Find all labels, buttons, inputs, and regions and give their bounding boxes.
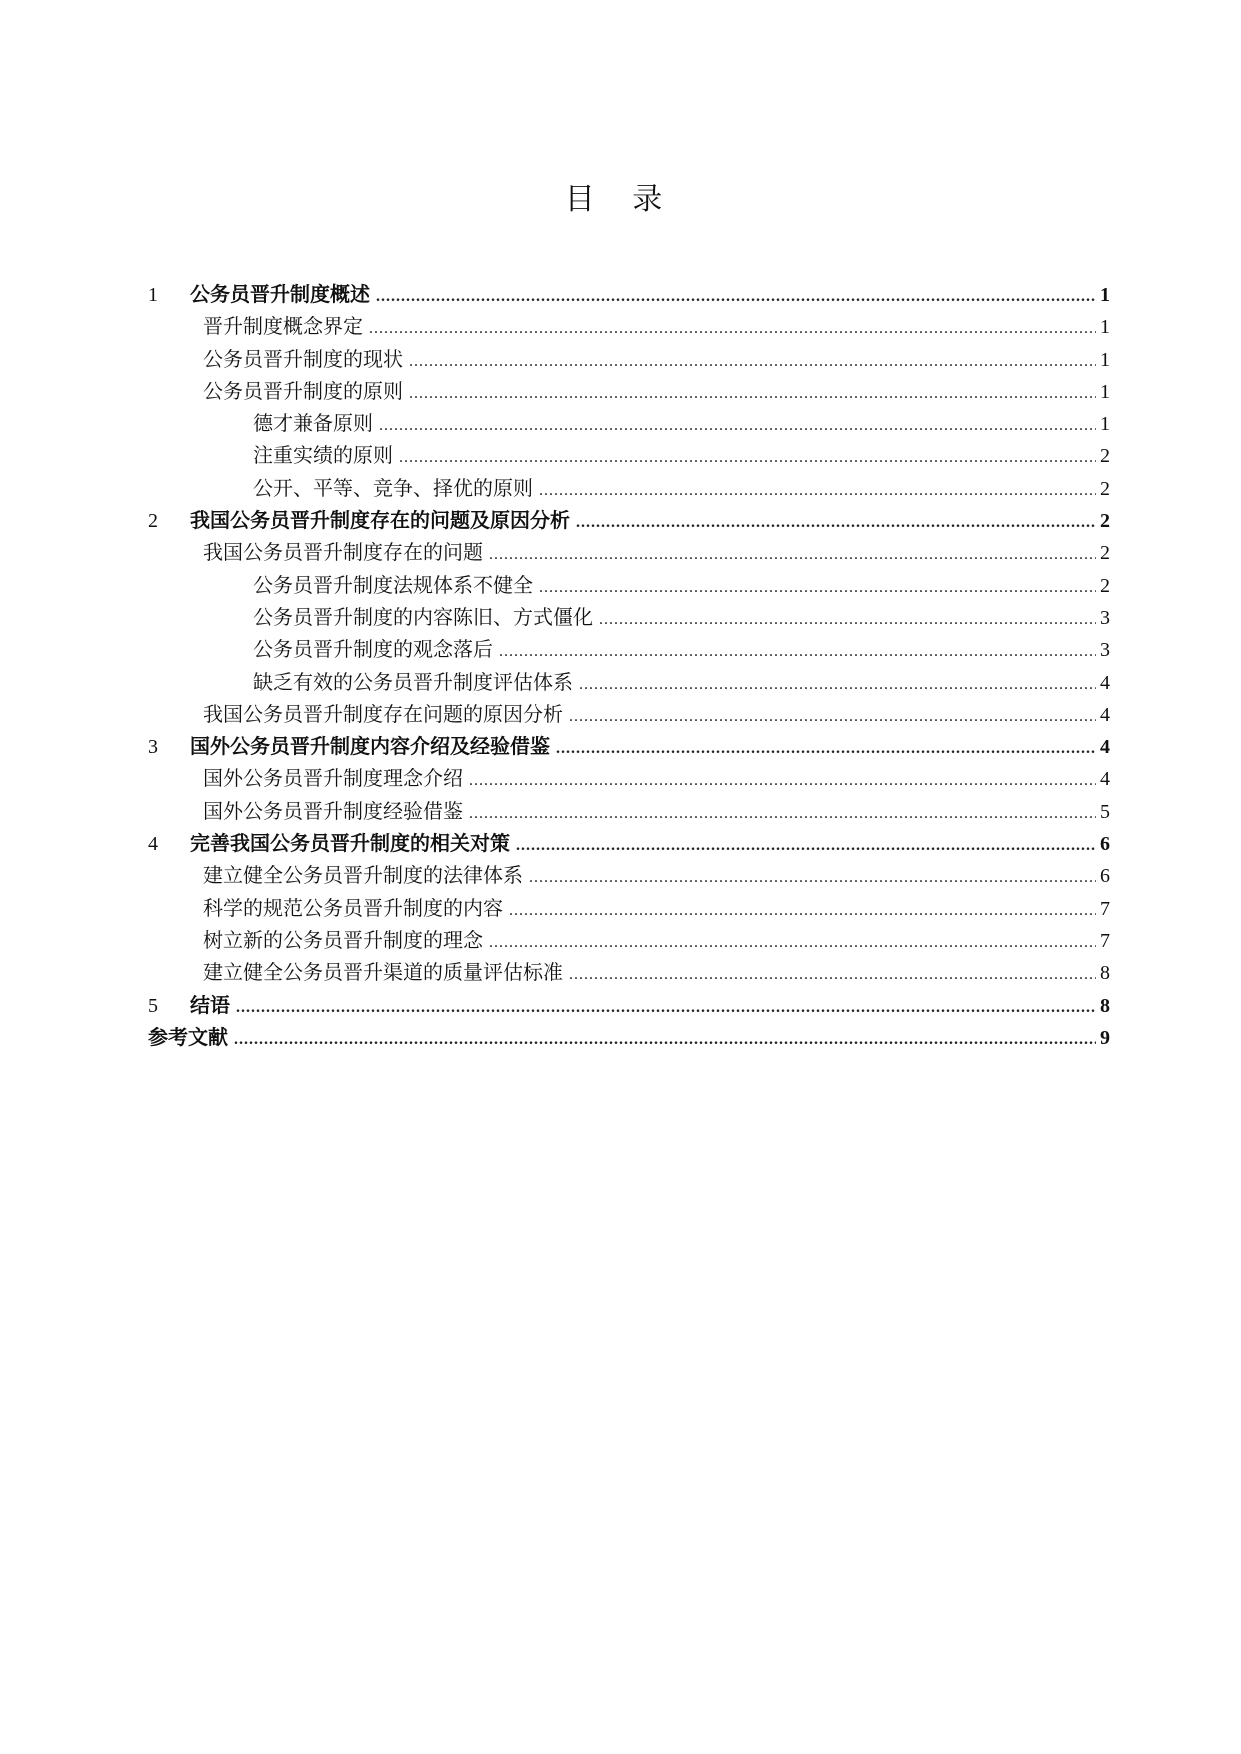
toc-title: 我国公务员晋升制度存在问题的原因分析 xyxy=(203,701,563,726)
toc-dot-leader xyxy=(489,927,1096,959)
toc-title: 公务员晋升制度的现状 xyxy=(203,346,403,371)
toc-title: 国外公务员晋升制度内容介绍及经验借鉴 xyxy=(190,734,550,759)
toc-dot-leader xyxy=(376,281,1096,313)
toc-page-number: 1 xyxy=(1100,380,1110,403)
toc-title: 国外公务员晋升制度理念介绍 xyxy=(203,766,463,791)
toc-page-number: 2 xyxy=(1100,542,1110,565)
toc-dot-leader xyxy=(369,313,1096,345)
toc-dot-leader xyxy=(469,798,1096,830)
toc-dot-leader xyxy=(409,346,1096,378)
toc-entry-chapter[interactable] xyxy=(148,989,1110,1021)
toc-number: 5 xyxy=(148,994,158,1017)
toc-page-number: 3 xyxy=(1100,606,1110,629)
toc-page-number: 7 xyxy=(1100,897,1110,920)
toc-entry-section[interactable] xyxy=(148,343,1110,375)
toc-dot-leader xyxy=(576,507,1096,539)
toc-dot-leader xyxy=(499,636,1096,668)
toc-entry-section[interactable] xyxy=(148,762,1110,794)
toc-page-number: 5 xyxy=(1100,800,1110,823)
toc-page-number: 6 xyxy=(1100,833,1110,856)
toc-entry-subsection[interactable] xyxy=(148,439,1110,471)
toc-dot-leader xyxy=(599,604,1096,636)
toc-number: 3 xyxy=(148,736,158,759)
toc-dot-leader xyxy=(236,992,1096,1024)
toc-title: 晋升制度概念界定 xyxy=(203,314,363,339)
toc-page-number: 1 xyxy=(1100,348,1110,371)
toc-title: 建立健全公务员晋升制度的法律体系 xyxy=(203,863,523,888)
toc-title: 国外公务员晋升制度经验借鉴 xyxy=(203,798,463,823)
toc-title: 我国公务员晋升制度存在的问题及原因分析 xyxy=(190,508,570,533)
toc-page-number: 3 xyxy=(1100,639,1110,662)
toc-entry-section[interactable] xyxy=(148,310,1110,342)
toc-page-number: 4 xyxy=(1100,768,1110,791)
toc-title: 公务员晋升制度概述 xyxy=(190,282,370,306)
toc-entry-chapter[interactable] xyxy=(148,827,1110,859)
toc-dot-leader xyxy=(579,669,1096,701)
toc-entry-section[interactable] xyxy=(148,698,1110,730)
toc-entry-section[interactable] xyxy=(148,859,1110,891)
toc-number: 1 xyxy=(148,284,158,306)
toc-page-number: 2 xyxy=(1100,477,1110,500)
toc-dot-leader xyxy=(379,410,1096,442)
toc-title: 结语 xyxy=(190,992,230,1017)
toc-dot-leader xyxy=(469,765,1096,797)
toc-entry-section[interactable] xyxy=(148,375,1110,407)
toc-page-number: 7 xyxy=(1100,929,1110,952)
toc-dot-leader xyxy=(539,572,1096,604)
toc-page-number: 1 xyxy=(1100,284,1110,306)
toc-dot-leader xyxy=(539,475,1096,507)
toc-page-number: 4 xyxy=(1100,736,1110,759)
toc-entry-subsection[interactable] xyxy=(148,666,1110,698)
toc-title: 公务员晋升制度法规体系不健全 xyxy=(253,572,533,597)
toc-dot-leader xyxy=(556,733,1096,765)
toc-dot-leader xyxy=(516,830,1096,862)
toc-entry-chapter[interactable] xyxy=(148,730,1110,762)
toc-title: 公务员晋升制度的观念落后 xyxy=(253,637,493,662)
toc-entry-section[interactable] xyxy=(148,956,1110,988)
toc-page-number: 2 xyxy=(1100,574,1110,597)
toc-dot-leader xyxy=(234,1024,1096,1056)
toc-entry-section[interactable] xyxy=(148,924,1110,956)
toc-title: 注重实绩的原则 xyxy=(253,443,393,468)
toc-page-number: 8 xyxy=(1100,994,1110,1017)
toc-page-number: 6 xyxy=(1100,865,1110,888)
toc-entry-section[interactable] xyxy=(148,795,1110,827)
toc-title: 德才兼备原则 xyxy=(253,411,373,436)
toc-entry-references[interactable] xyxy=(148,1021,1110,1053)
toc-number: 2 xyxy=(148,510,158,533)
toc-title: 参考文献 xyxy=(148,1024,228,1049)
toc-dot-leader xyxy=(399,442,1096,474)
toc-title: 公开、平等、竞争、择优的原则 xyxy=(253,475,533,500)
toc-page-number: 2 xyxy=(1100,510,1110,533)
toc-page-number: 4 xyxy=(1100,703,1110,726)
page-title: 目 录 xyxy=(564,182,677,218)
toc-dot-leader xyxy=(569,959,1096,991)
toc-page-number: 8 xyxy=(1100,962,1110,985)
toc-page-number: 2 xyxy=(1100,445,1110,468)
toc-page-number: 1 xyxy=(1100,413,1110,436)
toc-entry-section[interactable] xyxy=(148,536,1110,568)
toc-dot-leader xyxy=(489,539,1096,571)
toc-dot-leader xyxy=(409,378,1096,410)
toc-title: 完善我国公务员晋升制度的相关对策 xyxy=(190,831,510,856)
toc-dot-leader xyxy=(509,895,1096,927)
toc-dot-leader xyxy=(569,701,1096,733)
table-of-contents xyxy=(148,278,1110,1053)
toc-entry-subsection[interactable] xyxy=(148,569,1110,601)
toc-entry-chapter[interactable] xyxy=(148,504,1110,536)
toc-page-number: 1 xyxy=(1100,316,1110,339)
toc-entry-subsection[interactable] xyxy=(148,601,1110,633)
toc-title: 建立健全公务员晋升渠道的质量评估标准 xyxy=(203,960,563,985)
toc-page-number: 9 xyxy=(1100,1026,1110,1049)
toc-entry-subsection[interactable] xyxy=(148,407,1110,439)
toc-title: 缺乏有效的公务员晋升制度评估体系 xyxy=(253,669,573,694)
toc-entry-chapter[interactable] xyxy=(148,278,1110,310)
toc-title: 公务员晋升制度的内容陈旧、方式僵化 xyxy=(253,604,593,629)
toc-page-number: 4 xyxy=(1100,671,1110,694)
toc-dot-leader xyxy=(529,862,1096,894)
toc-title: 公务员晋升制度的原则 xyxy=(203,378,403,403)
toc-entry-subsection[interactable] xyxy=(148,633,1110,665)
toc-entry-section[interactable] xyxy=(148,892,1110,924)
toc-entry-subsection[interactable] xyxy=(148,472,1110,504)
toc-title: 树立新的公务员晋升制度的理念 xyxy=(203,927,483,952)
toc-title: 我国公务员晋升制度存在的问题 xyxy=(203,540,483,565)
toc-number: 4 xyxy=(148,833,158,856)
toc-title: 科学的规范公务员晋升制度的内容 xyxy=(203,895,503,920)
